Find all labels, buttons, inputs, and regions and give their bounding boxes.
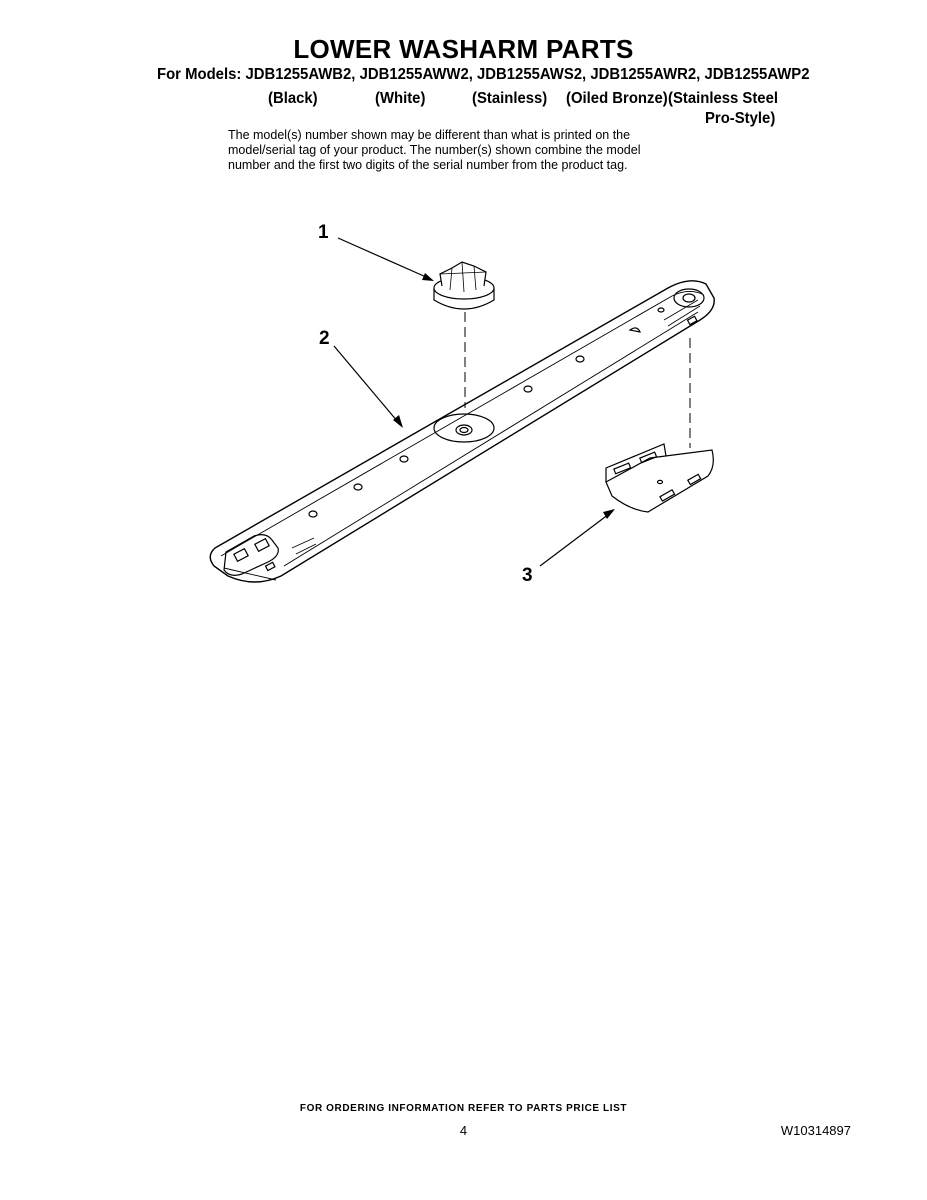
- callout-3: 3: [522, 565, 533, 586]
- color-pro-style: Pro-Style): [705, 110, 776, 127]
- note-line: The model(s) number shown may be different than what is printed on the: [228, 128, 631, 142]
- color-black: (Black): [268, 90, 318, 107]
- wash-arm-part: [210, 281, 714, 582]
- model-list: For Models: JDB1255AWB2, JDB1255AWW2, JDB1255AWS2, JDB1255AWR2, JDB1255AWP2: [157, 66, 810, 83]
- color-stainless-steel: (Stainless Steel: [668, 90, 779, 107]
- note-line: number and the first two digits of the serial number from the product tag.: [228, 158, 628, 172]
- arrowhead-1: [422, 273, 434, 281]
- leader-line-1: [338, 238, 426, 277]
- color-oiled-bronze: (Oiled Bronze): [566, 90, 668, 107]
- leader-line-3: [540, 514, 609, 566]
- callout-2: 2: [319, 328, 330, 349]
- ordering-info-note: FOR ORDERING INFORMATION REFER TO PARTS PRICE LIST: [299, 1103, 628, 1114]
- document-number: W10314897: [780, 1123, 851, 1138]
- color-white: (White): [375, 90, 426, 107]
- page-number: 4: [459, 1123, 468, 1138]
- note-line: model/serial tag of your product. The number(s) shown combine the model: [228, 143, 641, 157]
- leader-line-2: [334, 346, 398, 422]
- washarm-nut-part: [434, 262, 494, 309]
- callout-1: 1: [318, 222, 329, 243]
- page-title: LOWER WASHARM PARTS: [293, 34, 634, 64]
- color-stainless: (Stainless): [472, 90, 548, 107]
- bracket-part: [606, 444, 713, 512]
